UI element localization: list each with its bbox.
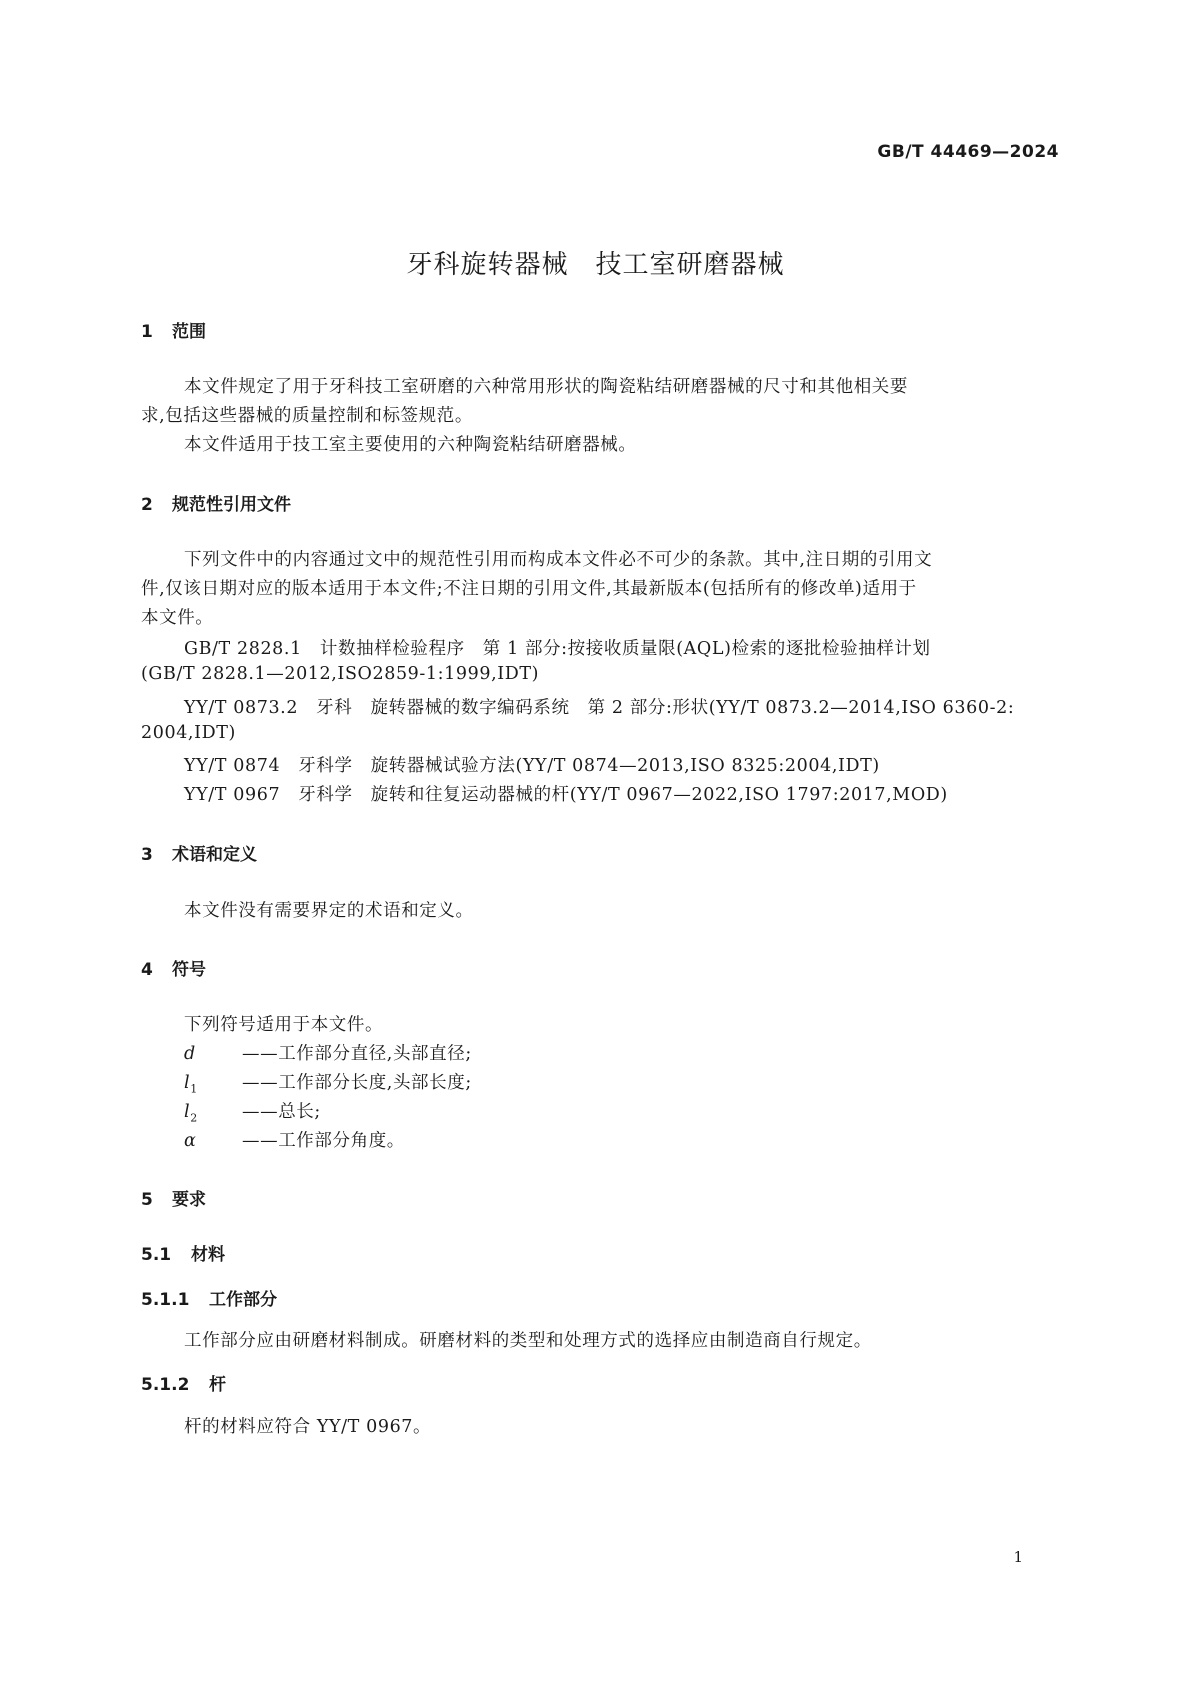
section-title: 范围 bbox=[172, 322, 206, 342]
section-5-1-heading bbox=[141, 1240, 225, 1265]
reference-line: GB/T 2828.1 计数抽样检验程序 第 1 部分:按接收质量限(AQL)检索的逐批检验抽样计划 bbox=[184, 639, 931, 659]
section-number: 2 bbox=[141, 495, 153, 515]
symbol: d bbox=[184, 1044, 196, 1064]
section-title: 术语和定义 bbox=[172, 845, 257, 865]
section-1-heading bbox=[141, 317, 206, 342]
section-title: 杆 bbox=[209, 1375, 226, 1395]
paragraph-line: 件,仅该日期对应的版本适用于本文件;不注日期的引用文件,其最新版本(包括所有的修改单)适用于 bbox=[141, 579, 917, 599]
reference-line: (GB/T 2828.1—2012,ISO2859-1:1999,IDT) bbox=[141, 664, 540, 684]
paragraph-line: 本文件。 bbox=[141, 608, 214, 628]
paragraph-line: 工作部分应由研磨材料制成。研磨材料的类型和处理方式的选择应由制造商自行规定。 bbox=[184, 1331, 872, 1351]
symbol-entry bbox=[184, 1069, 472, 1096]
section-title: 符号 bbox=[172, 960, 206, 980]
symbol-description: ——总长; bbox=[242, 1102, 321, 1122]
section-number: 5.1.1 bbox=[141, 1290, 190, 1310]
reference-line: YY/T 0874 牙科学 旋转器械试验方法(YY/T 0874—2013,ISO 8325:2004,IDT) bbox=[184, 756, 880, 776]
standard-number: GB/T 44469—2024 bbox=[877, 142, 1059, 162]
symbol: $l_2$ bbox=[184, 1102, 198, 1125]
symbol-entry bbox=[184, 1127, 405, 1154]
paragraph-line: 本文件适用于技工室主要使用的六种陶瓷粘结研磨器械。 bbox=[184, 435, 637, 455]
paragraph-line: 求,包括这些器械的质量控制和标签规范。 bbox=[141, 406, 473, 426]
page-number: 1 bbox=[1013, 1548, 1023, 1566]
document-title: 牙科旋转器械 技工室研磨器械 bbox=[406, 250, 785, 280]
section-5-1-2-heading bbox=[141, 1370, 226, 1395]
section-number: 5.1.2 bbox=[141, 1375, 190, 1395]
section-title: 要求 bbox=[172, 1190, 206, 1210]
section-number: 1 bbox=[141, 322, 153, 342]
paragraph-line: 下列文件中的内容通过文中的规范性引用而构成本文件必不可少的条款。其中,注日期的引用文 bbox=[184, 550, 933, 570]
symbol: α bbox=[184, 1131, 197, 1151]
section-title: 工作部分 bbox=[209, 1290, 277, 1310]
symbol-description: ——工作部分角度。 bbox=[242, 1131, 405, 1151]
section-number: 5 bbox=[141, 1190, 153, 1210]
paragraph-line: 本文件规定了用于牙科技工室研磨的六种常用形状的陶瓷粘结研磨器械的尺寸和其他相关要 bbox=[184, 377, 908, 397]
section-title: 规范性引用文件 bbox=[172, 495, 291, 515]
section-number: 4 bbox=[141, 960, 153, 980]
symbol-entry bbox=[184, 1040, 472, 1067]
reference-line: YY/T 0967 牙科学 旋转和往复运动器械的杆(YY/T 0967—2022,ISO 1797:2017,MOD) bbox=[184, 785, 948, 805]
section-5-heading bbox=[141, 1185, 206, 1210]
symbol: $l_1$ bbox=[184, 1073, 198, 1096]
paragraph-line: 本文件没有需要界定的术语和定义。 bbox=[184, 901, 474, 921]
reference-line: 2004,IDT) bbox=[141, 723, 236, 743]
section-number: 5.1 bbox=[141, 1245, 172, 1265]
section-5-1-1-heading bbox=[141, 1285, 277, 1310]
section-3-heading bbox=[141, 840, 257, 865]
paragraph-line: 杆的材料应符合 YY/T 0967。 bbox=[184, 1417, 432, 1437]
paragraph-line: 下列符号适用于本文件。 bbox=[184, 1015, 384, 1035]
symbol-entry bbox=[184, 1098, 321, 1125]
symbol-description: ——工作部分长度,头部长度; bbox=[242, 1073, 472, 1093]
section-4-heading bbox=[141, 955, 206, 980]
section-title: 材料 bbox=[191, 1245, 225, 1265]
reference-line: YY/T 0873.2 牙科 旋转器械的数字编码系统 第 2 部分:形状(YY/T 0873.2—2014,ISO 6360-2: bbox=[184, 698, 1015, 718]
symbol-description: ——工作部分直径,头部直径; bbox=[242, 1044, 472, 1064]
section-2-heading bbox=[141, 490, 291, 515]
section-number: 3 bbox=[141, 845, 153, 865]
